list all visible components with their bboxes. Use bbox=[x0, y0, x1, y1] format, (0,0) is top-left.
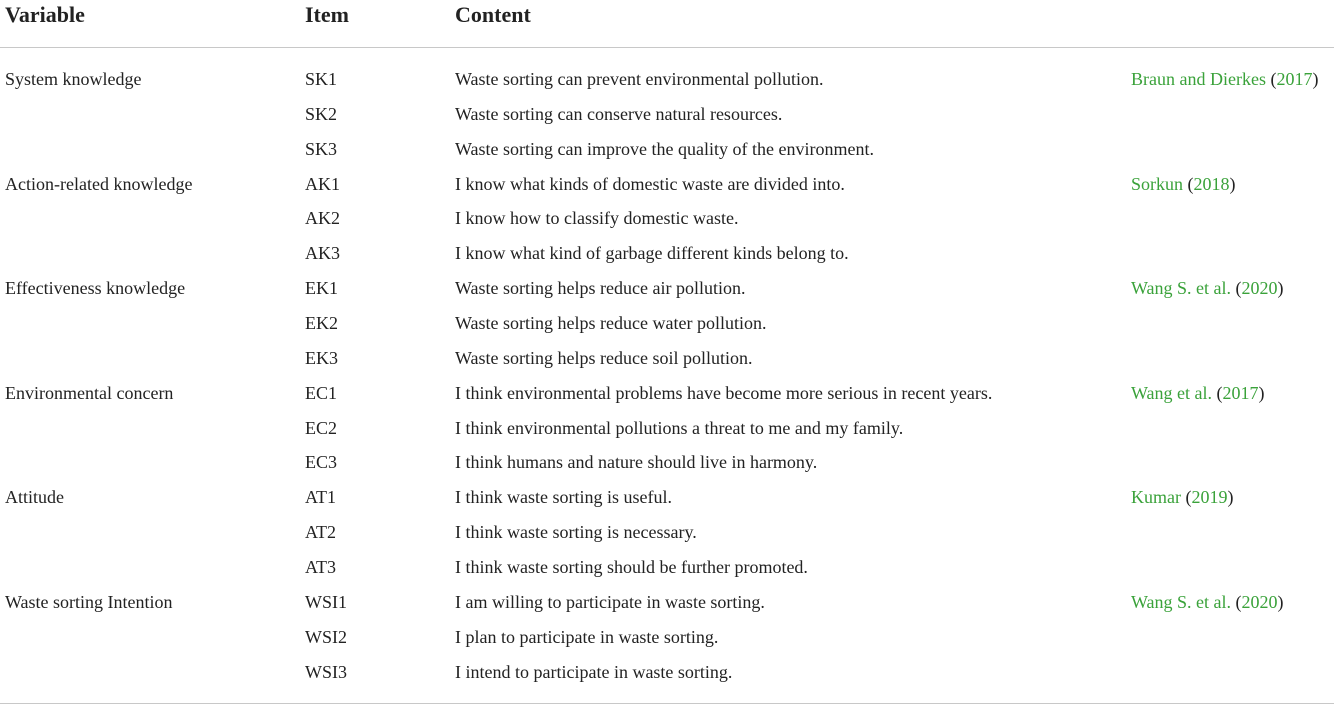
content-cell: Waste sorting can conserve natural resources. bbox=[455, 103, 783, 124]
content-cell: I intend to participate in waste sorting. bbox=[455, 661, 733, 682]
reference-year-link[interactable]: 2020 bbox=[1241, 278, 1278, 299]
table-row bbox=[0, 138, 1334, 173]
content-cell: I think environmental pollutions a threat to me and my family. bbox=[455, 417, 904, 438]
table-row bbox=[0, 661, 1334, 696]
content-cell: I think humans and nature should live in harmony. bbox=[455, 452, 818, 473]
reference-close-paren: ) bbox=[1229, 173, 1236, 194]
reference-open-paren: ( bbox=[1180, 487, 1192, 508]
reference-open-paren: ( bbox=[1183, 173, 1194, 194]
item-cell: EC2 bbox=[305, 417, 338, 438]
reference-author-link[interactable]: Wang S. et al. bbox=[1131, 278, 1232, 299]
reference-cell bbox=[1131, 68, 1318, 90]
item-cell: AT1 bbox=[305, 487, 336, 508]
reference-year-link[interactable]: 2017 bbox=[1276, 69, 1313, 89]
item-cell: EC1 bbox=[305, 382, 338, 403]
reference-close-paren: ) bbox=[1277, 591, 1284, 612]
table-row bbox=[0, 486, 1334, 521]
item-cell: SK3 bbox=[305, 138, 338, 159]
content-cell: Waste sorting can improve the quality of the environment. bbox=[455, 138, 874, 159]
reference-cell bbox=[1131, 591, 1284, 613]
reference-author-link[interactable]: Wang et al. bbox=[1131, 382, 1213, 403]
item-cell: AK2 bbox=[305, 208, 340, 229]
reference-author-link[interactable]: Braun and Dierkes bbox=[1131, 69, 1266, 89]
table-row bbox=[0, 103, 1334, 138]
table-row bbox=[0, 242, 1334, 277]
reference-open-paren: ( bbox=[1231, 278, 1242, 299]
variable-cell: System knowledge bbox=[5, 69, 142, 89]
table-row bbox=[0, 417, 1334, 452]
header-content: Content bbox=[455, 2, 531, 27]
reference-year-link[interactable]: 2017 bbox=[1222, 382, 1259, 403]
item-cell: WSI3 bbox=[305, 661, 347, 682]
item-cell: AK1 bbox=[305, 173, 340, 194]
reference-close-paren: ) bbox=[1258, 382, 1265, 403]
reference-cell bbox=[1131, 486, 1233, 508]
item-cell: EK2 bbox=[305, 313, 338, 333]
reference-close-paren: ) bbox=[1227, 487, 1234, 508]
content-cell: I am willing to participate in waste sorting. bbox=[455, 591, 765, 612]
content-cell: I know what kinds of domestic waste are divided into. bbox=[455, 173, 845, 194]
table-row bbox=[0, 347, 1334, 382]
reference-open-paren: ( bbox=[1265, 69, 1277, 89]
item-cell: AT2 bbox=[305, 522, 336, 542]
item-cell: AT3 bbox=[305, 556, 336, 577]
reference-year-link[interactable]: 2019 bbox=[1191, 487, 1228, 508]
content-cell: I think waste sorting is useful. bbox=[455, 487, 672, 508]
reference-author-link[interactable]: Sorkun bbox=[1131, 173, 1184, 194]
item-cell: SK2 bbox=[305, 103, 338, 124]
table-row bbox=[0, 451, 1334, 486]
reference-cell bbox=[1131, 277, 1284, 299]
reference-author-link[interactable]: Wang S. et al. bbox=[1131, 591, 1232, 612]
table-row bbox=[0, 556, 1334, 591]
header-item: Item bbox=[305, 2, 349, 27]
header-variable: Variable bbox=[5, 2, 85, 27]
content-cell: I think waste sorting is necessary. bbox=[455, 522, 697, 542]
header-rule bbox=[0, 47, 1334, 48]
variable-cell: Environmental concern bbox=[5, 382, 174, 403]
table-row bbox=[0, 277, 1334, 312]
item-cell: SK1 bbox=[305, 69, 338, 89]
table-row bbox=[0, 382, 1334, 417]
item-cell: AK3 bbox=[305, 243, 340, 264]
variable-cell: Waste sorting Intention bbox=[5, 591, 173, 612]
item-cell: EC3 bbox=[305, 452, 338, 473]
item-cell: WSI2 bbox=[305, 626, 347, 647]
variable-cell: Action-related knowledge bbox=[5, 173, 193, 194]
reference-author-link[interactable]: Kumar bbox=[1131, 487, 1181, 508]
table-row bbox=[0, 312, 1334, 347]
table-row bbox=[0, 207, 1334, 242]
content-cell: I plan to participate in waste sorting. bbox=[455, 626, 719, 647]
reference-cell bbox=[1131, 173, 1236, 195]
reference-open-paren: ( bbox=[1231, 591, 1242, 612]
table-row bbox=[0, 173, 1334, 208]
table-row bbox=[0, 626, 1334, 661]
content-cell: Waste sorting helps reduce water pollution. bbox=[455, 313, 767, 333]
content-cell: I know how to classify domestic waste. bbox=[455, 208, 739, 229]
variable-cell: Attitude bbox=[5, 487, 64, 508]
table-row bbox=[0, 591, 1334, 626]
item-cell: EK3 bbox=[305, 347, 338, 368]
reference-year-link[interactable]: 2018 bbox=[1193, 173, 1230, 194]
reference-year-link[interactable]: 2020 bbox=[1241, 591, 1278, 612]
reference-cell bbox=[1131, 382, 1265, 404]
bottom-rule bbox=[0, 703, 1334, 704]
table-row bbox=[0, 521, 1334, 556]
item-cell: WSI1 bbox=[305, 591, 347, 612]
item-cell: EK1 bbox=[305, 278, 338, 299]
reference-open-paren: ( bbox=[1212, 382, 1223, 403]
content-cell: Waste sorting helps reduce air pollution. bbox=[455, 278, 746, 299]
content-cell: Waste sorting helps reduce soil pollution. bbox=[455, 347, 753, 368]
reference-close-paren: ) bbox=[1312, 69, 1319, 89]
table-row bbox=[0, 68, 1334, 103]
variable-cell: Effectiveness knowledge bbox=[5, 278, 186, 299]
content-cell: I know what kind of garbage different kinds belong to. bbox=[455, 243, 849, 264]
reference-close-paren: ) bbox=[1277, 278, 1284, 299]
content-cell: I think waste sorting should be further promoted. bbox=[455, 556, 808, 577]
content-cell: Waste sorting can prevent environmental pollution. bbox=[455, 69, 824, 89]
content-cell: I think environmental problems have become more serious in recent years. bbox=[455, 382, 993, 403]
